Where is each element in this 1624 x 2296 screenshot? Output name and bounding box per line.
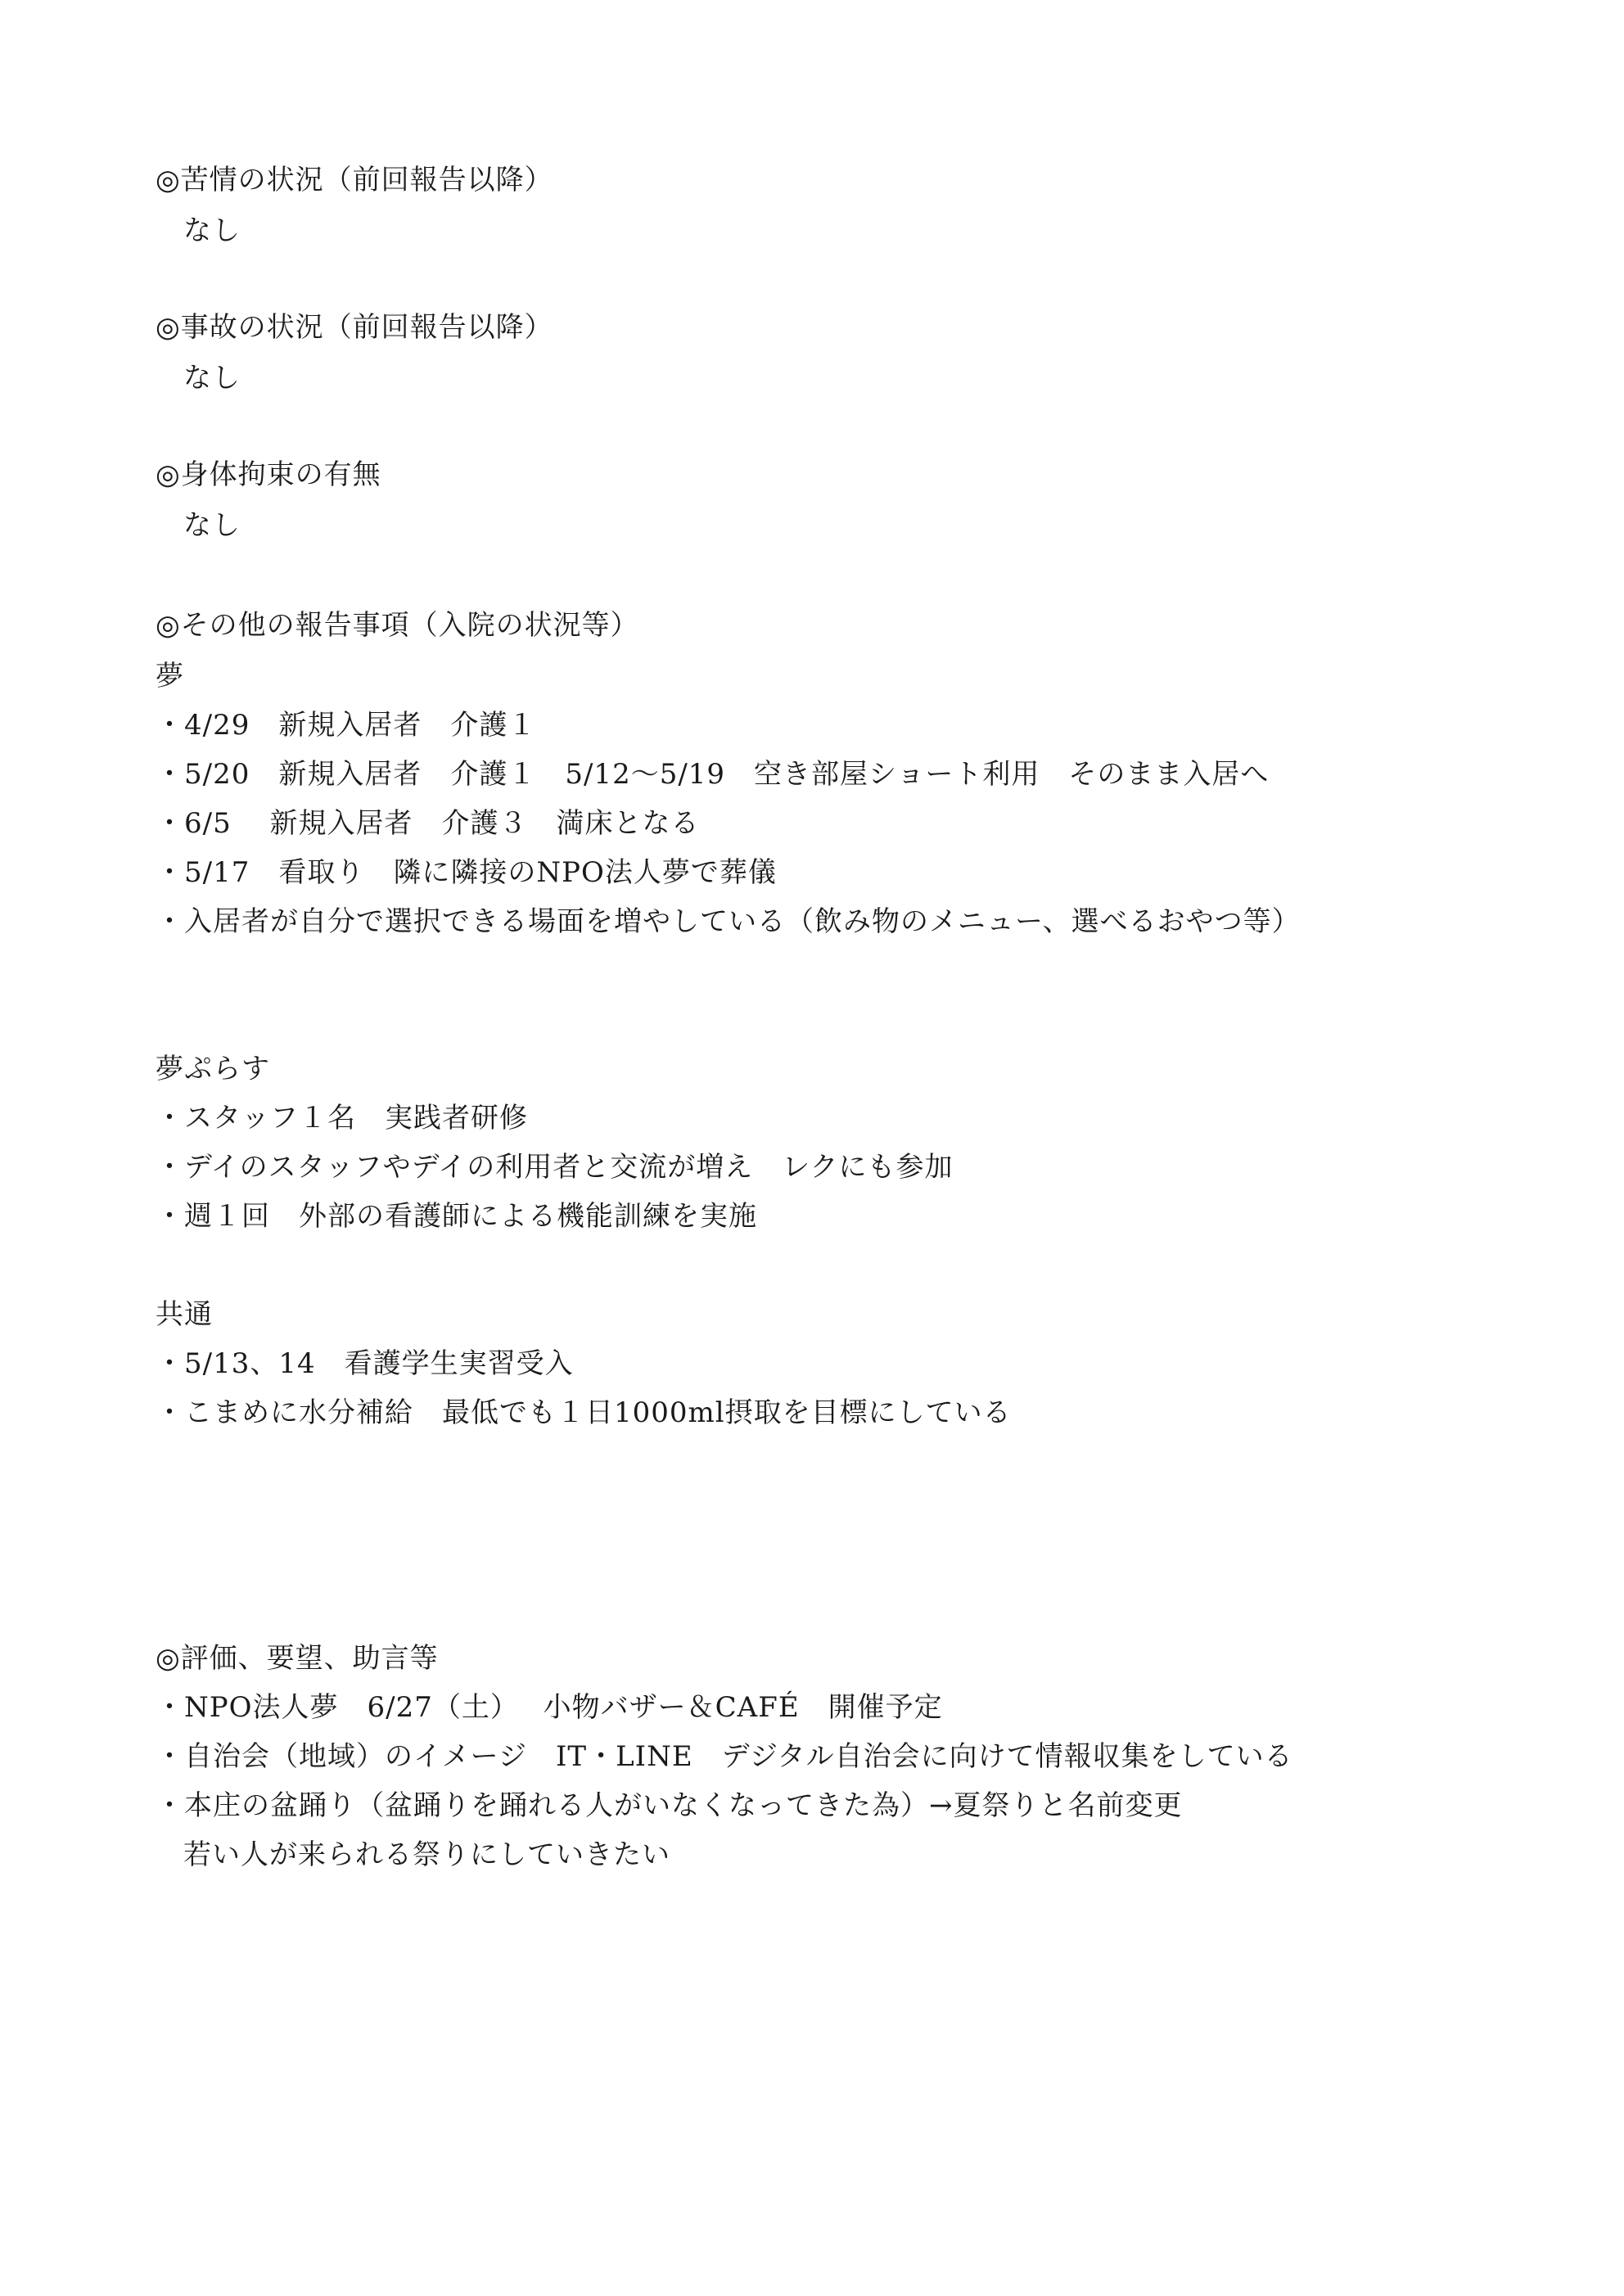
yume-plus-item: ・週１回 外部の看護師による機能訓練を実施: [156, 1200, 757, 1233]
yume-title: 夢: [156, 660, 184, 692]
common-title: 共通: [156, 1298, 213, 1331]
complaints-heading: ◎苦情の状況（前回報告以降）: [156, 164, 553, 196]
yume-item: ・5/17 看取り 隣に隣接のNPO法人夢で葬儀: [156, 856, 777, 889]
restraint-body: なし: [183, 509, 241, 542]
evaluation-heading: ◎評価、要望、助言等: [156, 1642, 439, 1675]
yume-item: ・5/20 新規入居者 介護１ 5/12～5/19 空き部屋ショート利用 そのまま入居へ: [156, 758, 1270, 791]
accidents-heading: ◎事故の状況（前回報告以降）: [156, 311, 553, 344]
yume-item: ・入居者が自分で選択できる場面を増やしている（飲み物のメニュー、選べるおやつ等）: [156, 905, 1301, 938]
yume-plus-item: ・スタッフ１名 実践者研修: [156, 1102, 528, 1134]
restraint-heading: ◎身体拘束の有無: [156, 458, 381, 491]
yume-plus-item: ・デイのスタッフやデイの利用者と交流が増え レクにも参加: [156, 1151, 954, 1184]
yume-plus-title: 夢ぷらす: [156, 1053, 270, 1085]
evaluation-item: ・自治会（地域）のイメージ IT・LINE デジタル自治会に向けて情報収集をしている: [156, 1740, 1293, 1773]
evaluation-continuation: 若い人が来られる祭りにしていきたい: [183, 1838, 670, 1871]
common-item: ・5/13、14 看護学生実習受入: [156, 1347, 574, 1380]
yume-item: ・4/29 新規入居者 介護１: [156, 709, 537, 742]
common-item: ・こまめに水分補給 最低でも１日1000ml摂取を目標にしている: [156, 1396, 1012, 1429]
evaluation-item: ・本庄の盆踊り（盆踊りを踊れる人がいなくなってきた為）→夏祭りと名前変更: [156, 1789, 1183, 1822]
evaluation-item: ・NPO法人夢 6/27（土） 小物バザー＆CAFÉ 開催予定: [156, 1691, 943, 1724]
accidents-body: なし: [183, 362, 241, 395]
yume-item: ・6/5 新規入居者 介護３ 満床となる: [156, 807, 700, 840]
other-reports-heading: ◎その他の報告事項（入院の状況等）: [156, 609, 639, 642]
complaints-body: なし: [183, 214, 241, 247]
